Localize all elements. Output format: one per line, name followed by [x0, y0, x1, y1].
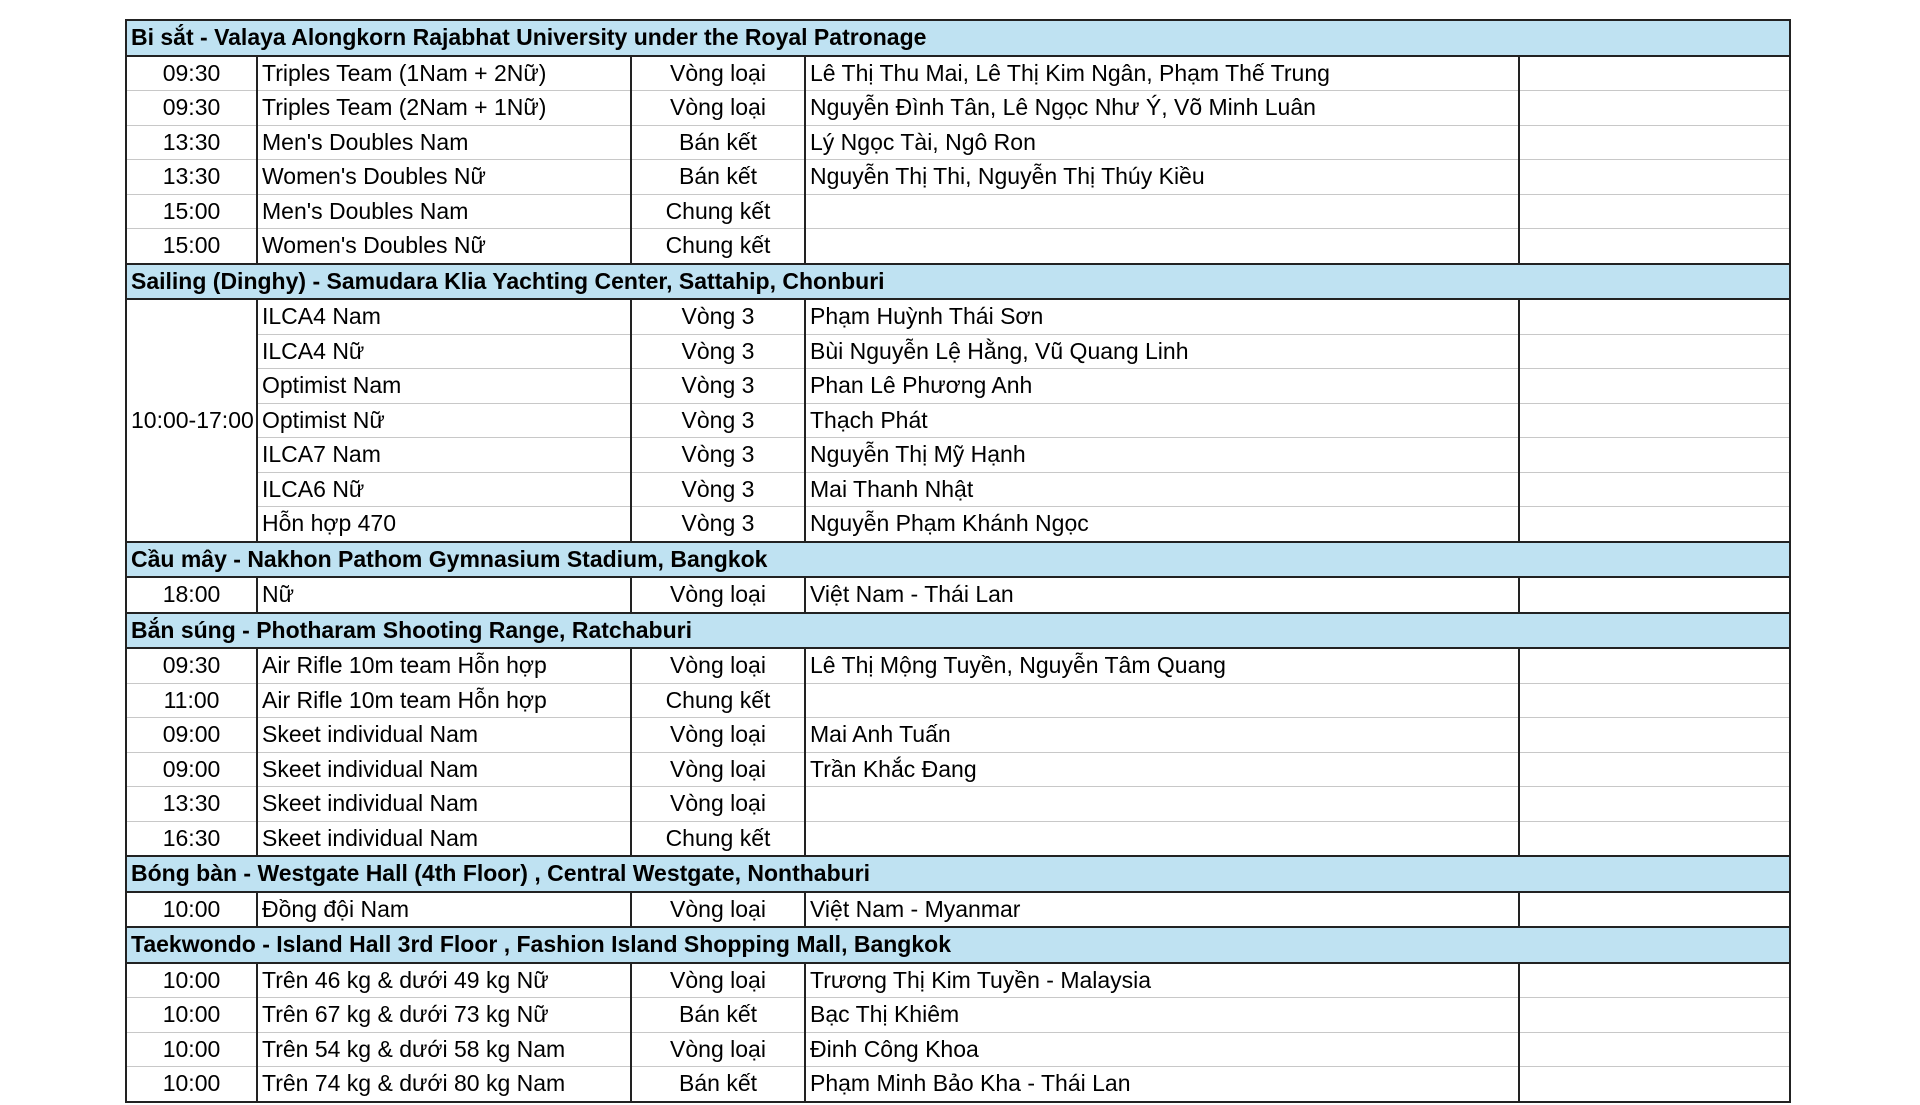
time-cell: 09:00 [126, 752, 257, 787]
event-cell: ILCA4 Nữ [257, 334, 631, 369]
round-cell: Bán kết [631, 998, 805, 1033]
event-cell: ILCA4 Nam [257, 299, 631, 334]
time-cell: 09:00 [126, 718, 257, 753]
section-header: Bi sắt - Valaya Alongkorn Rajabhat University under the Royal Patronage [126, 20, 1790, 56]
round-cell: Chung kết [631, 821, 805, 856]
athletes-cell [805, 787, 1519, 822]
event-cell: Air Rifle 10m team Hỗn hợp [257, 683, 631, 718]
note-cell [1519, 892, 1790, 928]
round-cell: Vòng 3 [631, 403, 805, 438]
round-cell: Vòng loại [631, 648, 805, 683]
round-cell: Vòng loại [631, 1032, 805, 1067]
note-cell [1519, 403, 1790, 438]
event-cell: Skeet individual Nam [257, 752, 631, 787]
athletes-cell: Mai Anh Tuấn [805, 718, 1519, 753]
table-row [126, 648, 1790, 683]
note-cell [1519, 787, 1790, 822]
athletes-cell [805, 194, 1519, 229]
note-cell [1519, 683, 1790, 718]
round-cell: Vòng loại [631, 91, 805, 126]
athletes-cell: Lê Thị Thu Mai, Lê Thị Kim Ngân, Phạm Thế Trung [805, 56, 1519, 91]
section-header: Taekwondo - Island Hall 3rd Floor , Fashion Island Shopping Mall, Bangkok [126, 927, 1790, 963]
athletes-cell: Lê Thị Mộng Tuyền, Nguyễn Tâm Quang [805, 648, 1519, 683]
section-header: Sailing (Dinghy) - Samudara Klia Yachting Center, Sattahip, Chonburi [126, 264, 1790, 300]
table-row [126, 334, 1790, 369]
time-cell: 16:30 [126, 821, 257, 856]
table-row [126, 160, 1790, 195]
athletes-cell [805, 683, 1519, 718]
athletes-cell: Nguyễn Thị Mỹ Hạnh [805, 438, 1519, 473]
note-cell [1519, 194, 1790, 229]
event-cell: Đồng đội Nam [257, 892, 631, 928]
section-header: Bắn súng - Photharam Shooting Range, Ratchaburi [126, 613, 1790, 649]
note-cell [1519, 718, 1790, 753]
time-cell: 15:00 [126, 194, 257, 229]
round-cell: Chung kết [631, 229, 805, 264]
section-header-row [126, 20, 1790, 56]
table-row [126, 438, 1790, 473]
round-cell: Vòng loại [631, 787, 805, 822]
event-cell: Skeet individual Nam [257, 787, 631, 822]
athletes-cell: Trương Thị Kim Tuyền - Malaysia [805, 963, 1519, 998]
note-cell [1519, 229, 1790, 264]
note-cell [1519, 91, 1790, 126]
round-cell: Vòng loại [631, 577, 805, 613]
round-cell: Vòng 3 [631, 299, 805, 334]
event-cell: Trên 54 kg & dưới 58 kg Nam [257, 1032, 631, 1067]
table-row [126, 299, 1790, 334]
note-cell [1519, 507, 1790, 542]
round-cell: Vòng loại [631, 752, 805, 787]
time-cell: 09:30 [126, 91, 257, 126]
round-cell: Chung kết [631, 194, 805, 229]
athletes-cell: Bạc Thị Khiêm [805, 998, 1519, 1033]
table-row [126, 1032, 1790, 1067]
table-row [126, 194, 1790, 229]
note-cell [1519, 334, 1790, 369]
athletes-cell: Lý Ngọc Tài, Ngô Ron [805, 125, 1519, 160]
table-row [126, 229, 1790, 264]
note-cell [1519, 577, 1790, 613]
athletes-cell: Phạm Huỳnh Thái Sơn [805, 299, 1519, 334]
athletes-cell: Nguyễn Đình Tân, Lê Ngọc Như Ý, Võ Minh Luân [805, 91, 1519, 126]
table-row [126, 787, 1790, 822]
event-cell: Trên 46 kg & dưới 49 kg Nữ [257, 963, 631, 998]
event-cell: Skeet individual Nam [257, 821, 631, 856]
time-cell: 18:00 [126, 577, 257, 613]
round-cell: Vòng 3 [631, 472, 805, 507]
section-header-row [126, 542, 1790, 578]
event-cell: ILCA7 Nam [257, 438, 631, 473]
time-cell: 13:30 [126, 160, 257, 195]
schedule-table [125, 19, 1791, 1103]
athletes-cell: Đinh Công Khoa [805, 1032, 1519, 1067]
event-cell: Trên 67 kg & dưới 73 kg Nữ [257, 998, 631, 1033]
time-cell: 11:00 [126, 683, 257, 718]
round-cell: Vòng 3 [631, 334, 805, 369]
note-cell [1519, 1032, 1790, 1067]
event-cell: Triples Team (2Nam + 1Nữ) [257, 91, 631, 126]
note-cell [1519, 472, 1790, 507]
time-cell: 15:00 [126, 229, 257, 264]
table-row [126, 1067, 1790, 1102]
time-cell: 10:00 [126, 998, 257, 1033]
note-cell [1519, 438, 1790, 473]
table-row [126, 125, 1790, 160]
event-cell: Nữ [257, 577, 631, 613]
event-cell: Skeet individual Nam [257, 718, 631, 753]
time-cell: 10:00-17:00 [126, 299, 257, 542]
note-cell [1519, 963, 1790, 998]
note-cell [1519, 369, 1790, 404]
athletes-cell: Thạch Phát [805, 403, 1519, 438]
athletes-cell: Nguyễn Thị Thi, Nguyễn Thị Thúy Kiều [805, 160, 1519, 195]
time-cell: 10:00 [126, 892, 257, 928]
table-row [126, 963, 1790, 998]
round-cell: Vòng 3 [631, 369, 805, 404]
event-cell: ILCA6 Nữ [257, 472, 631, 507]
table-row [126, 369, 1790, 404]
table-row [126, 892, 1790, 928]
table-row [126, 683, 1790, 718]
athletes-cell: Phạm Minh Bảo Kha - Thái Lan [805, 1067, 1519, 1102]
event-cell: Men's Doubles Nam [257, 125, 631, 160]
athletes-cell: Trần Khắc Đang [805, 752, 1519, 787]
event-cell: Trên 74 kg & dưới 80 kg Nam [257, 1067, 631, 1102]
event-cell: Women's Doubles Nữ [257, 160, 631, 195]
round-cell: Vòng loại [631, 56, 805, 91]
round-cell: Vòng loại [631, 892, 805, 928]
table-row [126, 507, 1790, 542]
note-cell [1519, 998, 1790, 1033]
note-cell [1519, 56, 1790, 91]
round-cell: Chung kết [631, 683, 805, 718]
event-cell: Air Rifle 10m team Hỗn hợp [257, 648, 631, 683]
athletes-cell: Phan Lê Phương Anh [805, 369, 1519, 404]
event-cell: Hỗn hợp 470 [257, 507, 631, 542]
time-cell: 10:00 [126, 1067, 257, 1102]
note-cell [1519, 1067, 1790, 1102]
athletes-cell [805, 821, 1519, 856]
table-row [126, 752, 1790, 787]
event-cell: Optimist Nam [257, 369, 631, 404]
round-cell: Vòng loại [631, 963, 805, 998]
section-header-row [126, 927, 1790, 963]
round-cell: Bán kết [631, 1067, 805, 1102]
round-cell: Bán kết [631, 160, 805, 195]
section-header-row [126, 856, 1790, 892]
event-cell: Women's Doubles Nữ [257, 229, 631, 264]
athletes-cell: Việt Nam - Myanmar [805, 892, 1519, 928]
athletes-cell [805, 229, 1519, 264]
schedule-body [126, 20, 1790, 1102]
athletes-cell: Bùi Nguyễn Lệ Hằng, Vũ Quang Linh [805, 334, 1519, 369]
time-cell: 13:30 [126, 787, 257, 822]
table-row [126, 472, 1790, 507]
note-cell [1519, 821, 1790, 856]
time-cell: 13:30 [126, 125, 257, 160]
athletes-cell: Việt Nam - Thái Lan [805, 577, 1519, 613]
note-cell [1519, 648, 1790, 683]
event-cell: Optimist Nữ [257, 403, 631, 438]
time-cell: 09:30 [126, 56, 257, 91]
event-cell: Men's Doubles Nam [257, 194, 631, 229]
note-cell [1519, 160, 1790, 195]
time-cell: 09:30 [126, 648, 257, 683]
table-row [126, 403, 1790, 438]
section-header: Cầu mây - Nakhon Pathom Gymnasium Stadium, Bangkok [126, 542, 1790, 578]
round-cell: Bán kết [631, 125, 805, 160]
table-row [126, 56, 1790, 91]
table-row [126, 91, 1790, 126]
note-cell [1519, 299, 1790, 334]
section-header-row [126, 264, 1790, 300]
athletes-cell: Nguyễn Phạm Khánh Ngọc [805, 507, 1519, 542]
table-row [126, 821, 1790, 856]
section-header-row [126, 613, 1790, 649]
table-row [126, 577, 1790, 613]
table-row [126, 998, 1790, 1033]
note-cell [1519, 125, 1790, 160]
time-cell: 10:00 [126, 963, 257, 998]
time-cell: 10:00 [126, 1032, 257, 1067]
note-cell [1519, 752, 1790, 787]
round-cell: Vòng 3 [631, 507, 805, 542]
round-cell: Vòng loại [631, 718, 805, 753]
table-row [126, 718, 1790, 753]
round-cell: Vòng 3 [631, 438, 805, 473]
section-header: Bóng bàn - Westgate Hall (4th Floor) , Central Westgate, Nonthaburi [126, 856, 1790, 892]
athletes-cell: Mai Thanh Nhật [805, 472, 1519, 507]
event-cell: Triples Team (1Nam + 2Nữ) [257, 56, 631, 91]
